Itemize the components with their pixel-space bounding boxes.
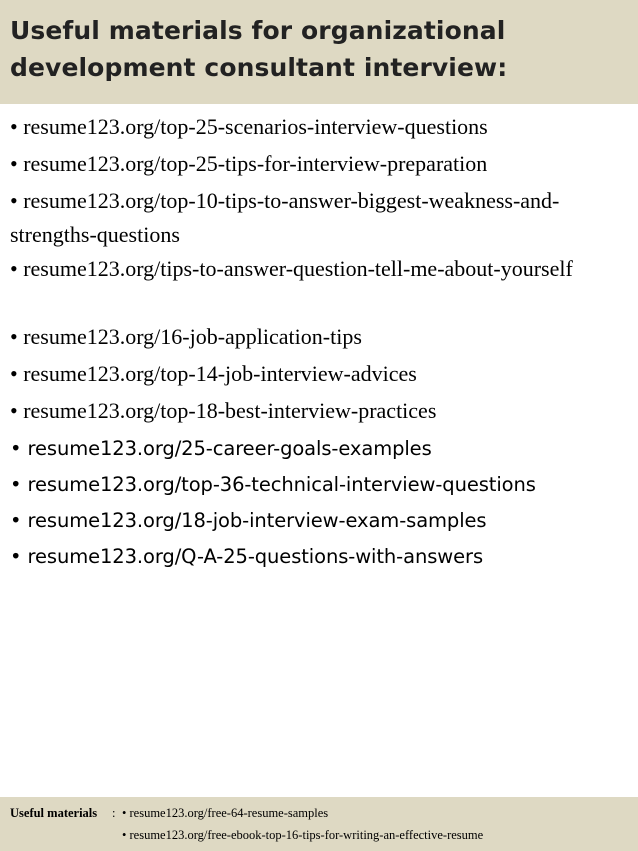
page-title bbox=[10, 12, 628, 86]
page-title-line-2: development consultant interview: bbox=[10, 53, 508, 82]
link-item[interactable]: • resume123.org/top-18-best-interview-practices bbox=[10, 398, 437, 423]
footer-label-colon: : bbox=[112, 806, 116, 820]
link-item[interactable]: • resume123.org/18-job-interview-exam-samples bbox=[10, 509, 487, 532]
link-item[interactable]: • resume123.org/top-10-tips-to-answer-biggest-weakness-and-strengths-questions bbox=[10, 188, 560, 247]
link-item[interactable]: • resume123.org/top-36-technical-interview-questions bbox=[10, 473, 536, 496]
page-title-line-1: Useful materials for organizational bbox=[10, 16, 506, 45]
link-item[interactable]: • resume123.org/16-job-application-tips bbox=[10, 324, 362, 349]
footer-banner bbox=[0, 797, 638, 851]
footer-label: Useful materials bbox=[10, 806, 98, 820]
header-banner bbox=[0, 0, 638, 104]
link-item[interactable]: • resume123.org/tips-to-answer-question-tell-me-about-yourself bbox=[10, 256, 573, 281]
footer-link[interactable]: • resume123.org/free-ebook-top-16-tips-for-writing-an-effective-resume bbox=[122, 828, 484, 842]
link-item[interactable]: • resume123.org/25-career-goals-examples bbox=[10, 437, 432, 460]
footer-link[interactable]: • resume123.org/free-64-resume-samples bbox=[122, 806, 329, 820]
link-item[interactable]: • resume123.org/top-25-scenarios-interview-questions bbox=[10, 114, 488, 139]
link-item[interactable]: • resume123.org/top-14-job-interview-advices bbox=[10, 361, 417, 386]
link-item[interactable]: • resume123.org/Q-A-25-questions-with-answers bbox=[10, 545, 484, 568]
materials-link-list bbox=[10, 110, 626, 575]
link-item[interactable]: • resume123.org/top-25-tips-for-interview-preparation bbox=[10, 151, 488, 176]
